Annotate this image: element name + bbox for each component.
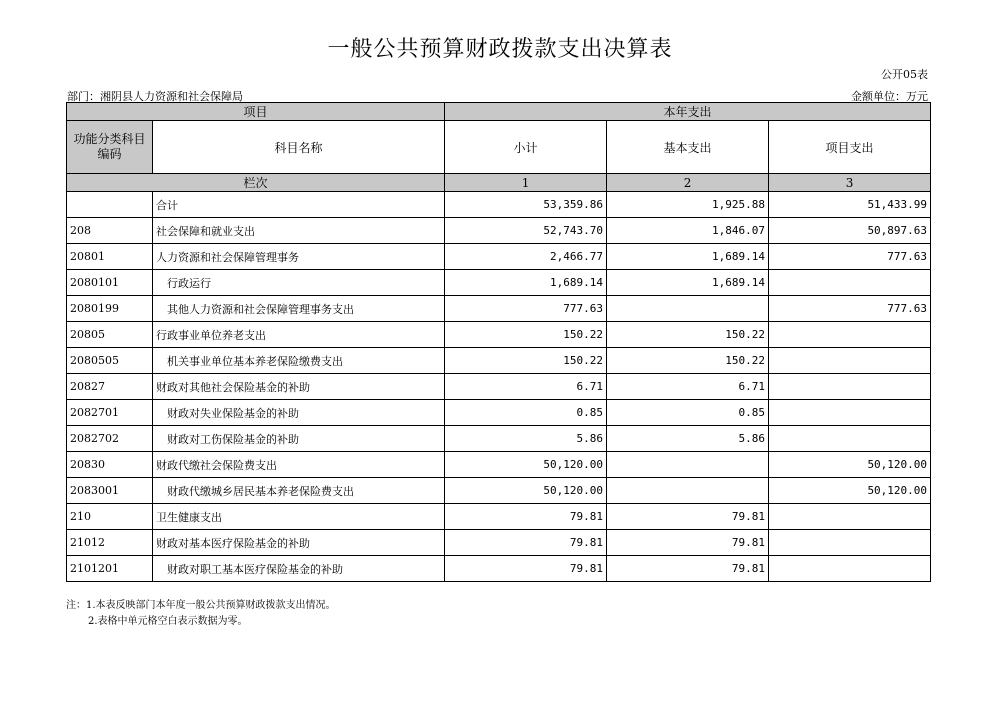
project-cell [769, 348, 931, 374]
project-cell: 777.63 [769, 244, 931, 270]
subtotal-cell: 79.81 [445, 530, 607, 556]
expenditure-table [66, 102, 931, 582]
subject-name-cell: 财政对其他社会保险基金的补助 [153, 374, 445, 400]
header-project-exp: 项目支出 [769, 121, 931, 174]
table-row [67, 322, 931, 348]
note-2: 2.表格中单元格空白表示数据为零。 [88, 616, 248, 627]
table-row [67, 244, 931, 270]
table-row [67, 452, 931, 478]
subtotal-cell: 2,466.77 [445, 244, 607, 270]
basic-cell: 150.22 [607, 348, 769, 374]
table-row [67, 218, 931, 244]
unit-label: 金额单位：万元 [851, 90, 928, 103]
subject-name-cell: 财政代缴城乡居民基本养老保险费支出 [153, 478, 445, 504]
table-row [67, 504, 931, 530]
page-title: 一般公共预算财政拨款支出决算表 [327, 37, 673, 62]
code-cell [67, 192, 153, 218]
subject-name-cell: 行政事业单位养老支出 [153, 322, 445, 348]
project-cell [769, 270, 931, 296]
code-cell: 20801 [67, 244, 153, 270]
code-cell: 210 [67, 504, 153, 530]
code-cell: 21012 [67, 530, 153, 556]
code-cell: 2101201 [67, 556, 153, 582]
subtotal-cell: 79.81 [445, 556, 607, 582]
header-row-1 [67, 103, 931, 121]
header-subject-name: 科目名称 [153, 121, 445, 174]
subject-name-cell: 财政对工伤保险基金的补助 [153, 426, 445, 452]
subject-name-cell: 财政对失业保险基金的补助 [153, 400, 445, 426]
table-row [67, 296, 931, 322]
header-col-3: 3 [769, 174, 931, 192]
subject-name-cell: 财政对职工基本医疗保险基金的补助 [153, 556, 445, 582]
basic-cell: 1,689.14 [607, 244, 769, 270]
basic-cell: 1,689.14 [607, 270, 769, 296]
subtotal-cell: 0.85 [445, 400, 607, 426]
project-cell: 777.63 [769, 296, 931, 322]
header-func-code: 功能分类科目编码 [67, 121, 153, 174]
subject-name-cell: 财政对基本医疗保险基金的补助 [153, 530, 445, 556]
basic-cell: 5.86 [607, 426, 769, 452]
note-1: 注：1.本表反映部门本年度一般公共预算财政拨款支出情况。 [66, 600, 336, 611]
code-cell: 2082701 [67, 400, 153, 426]
table-row [67, 426, 931, 452]
department-label: 部门：湘阴县人力资源和社会保障局 [67, 90, 243, 103]
project-cell: 50,120.00 [769, 478, 931, 504]
basic-cell: 79.81 [607, 504, 769, 530]
code-cell: 20827 [67, 374, 153, 400]
code-cell: 2080505 [67, 348, 153, 374]
project-cell: 50,897.63 [769, 218, 931, 244]
project-cell: 51,433.99 [769, 192, 931, 218]
header-subtotal: 小计 [445, 121, 607, 174]
header-current-year: 本年支出 [445, 103, 931, 121]
project-cell: 50,120.00 [769, 452, 931, 478]
header-col-1: 1 [445, 174, 607, 192]
table-row [67, 530, 931, 556]
subject-name-cell: 行政运行 [153, 270, 445, 296]
basic-cell [607, 296, 769, 322]
header-basic: 基本支出 [607, 121, 769, 174]
subtotal-cell: 50,120.00 [445, 478, 607, 504]
code-cell: 2080101 [67, 270, 153, 296]
project-cell [769, 374, 931, 400]
project-cell [769, 504, 931, 530]
code-cell: 20805 [67, 322, 153, 348]
subject-name-cell: 财政代缴社会保险费支出 [153, 452, 445, 478]
subtotal-cell: 53,359.86 [445, 192, 607, 218]
project-cell [769, 530, 931, 556]
basic-cell: 79.81 [607, 530, 769, 556]
table-row [67, 478, 931, 504]
project-cell [769, 322, 931, 348]
subtotal-cell: 50,120.00 [445, 452, 607, 478]
subject-name-cell: 合计 [153, 192, 445, 218]
subtotal-cell: 79.81 [445, 504, 607, 530]
code-cell: 2083001 [67, 478, 153, 504]
subtotal-cell: 1,689.14 [445, 270, 607, 296]
table-row [67, 400, 931, 426]
basic-cell [607, 478, 769, 504]
basic-cell [607, 452, 769, 478]
subject-name-cell: 人力资源和社会保障管理事务 [153, 244, 445, 270]
basic-cell: 79.81 [607, 556, 769, 582]
table-row [67, 374, 931, 400]
table-row [67, 270, 931, 296]
basic-cell: 150.22 [607, 322, 769, 348]
header-col-index: 栏次 [67, 174, 445, 192]
code-cell: 2082702 [67, 426, 153, 452]
subtotal-cell: 777.63 [445, 296, 607, 322]
subtotal-cell: 150.22 [445, 348, 607, 374]
basic-cell: 1,925.88 [607, 192, 769, 218]
table-row [67, 348, 931, 374]
project-cell [769, 426, 931, 452]
subject-name-cell: 其他人力资源和社会保障管理事务支出 [153, 296, 445, 322]
subtotal-cell: 150.22 [445, 322, 607, 348]
notes [66, 598, 336, 630]
basic-cell: 6.71 [607, 374, 769, 400]
code-cell: 2080199 [67, 296, 153, 322]
header-row-2 [67, 121, 931, 174]
header-row-3 [67, 174, 931, 192]
table-row [67, 556, 931, 582]
project-cell [769, 400, 931, 426]
code-cell: 208 [67, 218, 153, 244]
subject-name-cell: 机关事业单位基本养老保险缴费支出 [153, 348, 445, 374]
code-cell: 20830 [67, 452, 153, 478]
header-project: 项目 [67, 103, 445, 121]
basic-cell: 0.85 [607, 400, 769, 426]
subtotal-cell: 52,743.70 [445, 218, 607, 244]
form-number: 公开05表 [881, 68, 928, 81]
table-row [67, 192, 931, 218]
header-col-2: 2 [607, 174, 769, 192]
subject-name-cell: 卫生健康支出 [153, 504, 445, 530]
project-cell [769, 556, 931, 582]
subject-name-cell: 社会保障和就业支出 [153, 218, 445, 244]
subtotal-cell: 5.86 [445, 426, 607, 452]
basic-cell: 1,846.07 [607, 218, 769, 244]
subtotal-cell: 6.71 [445, 374, 607, 400]
